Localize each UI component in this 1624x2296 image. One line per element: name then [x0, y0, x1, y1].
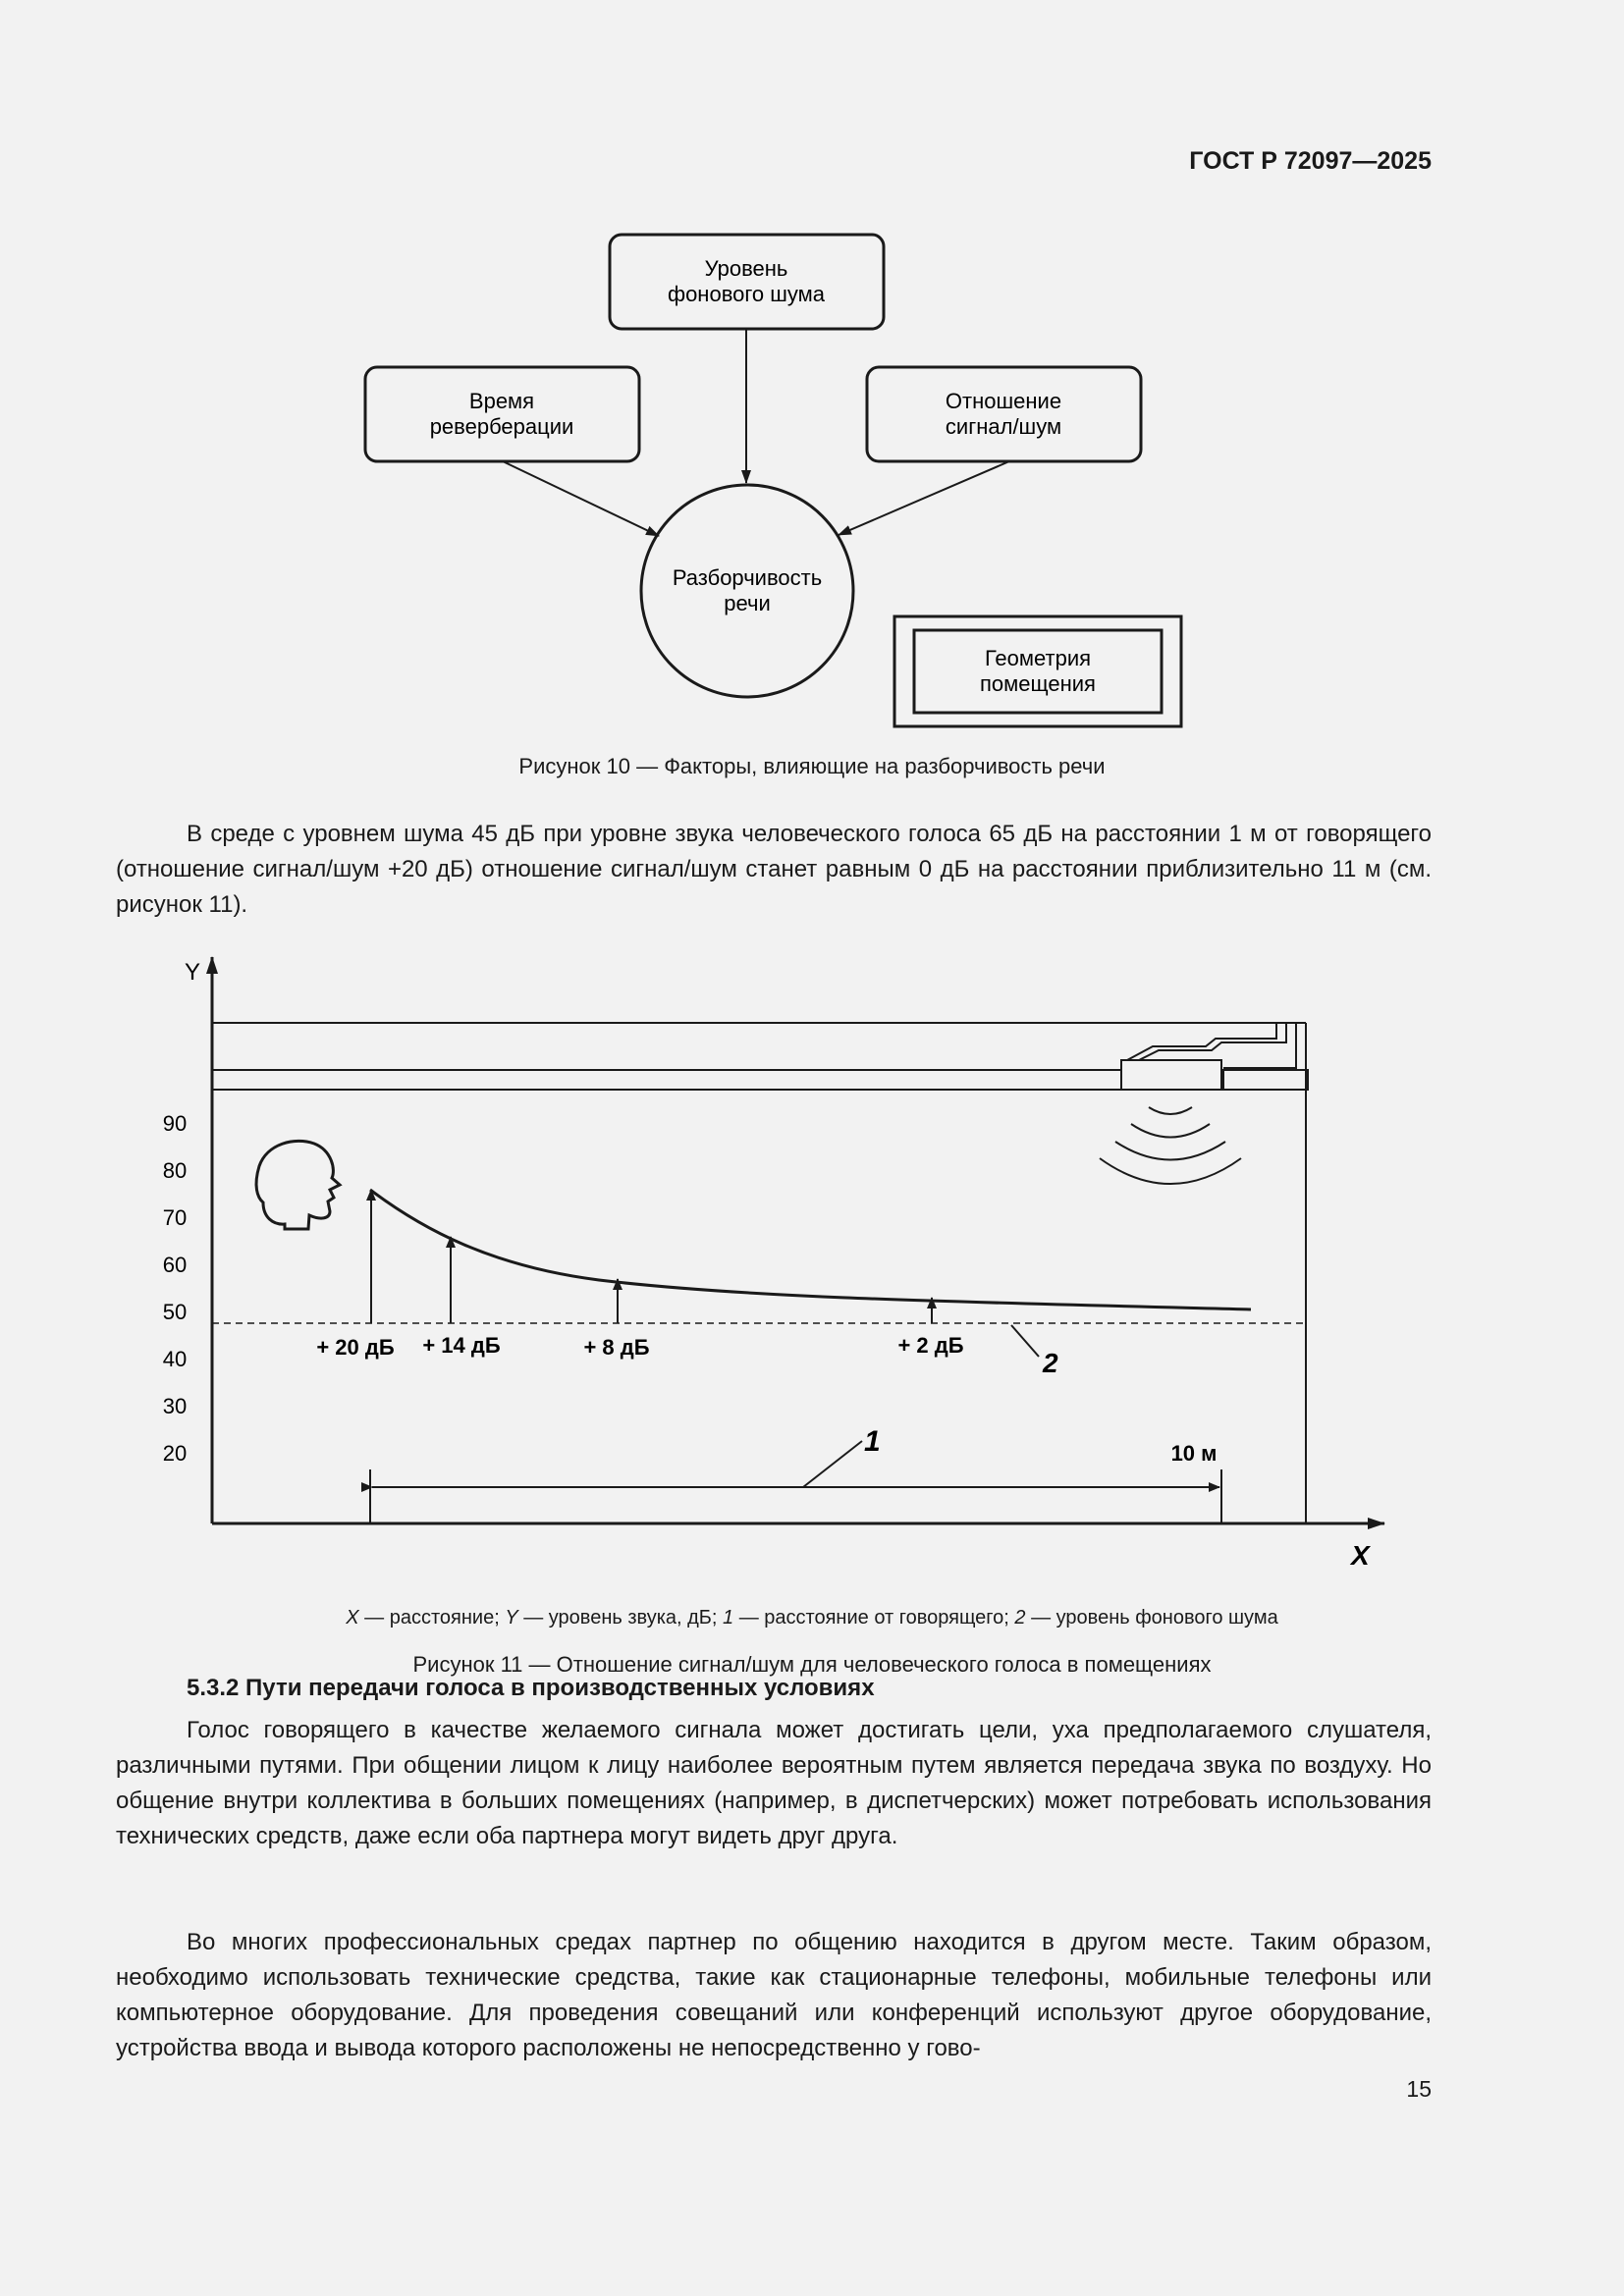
figure-11-legend	[0, 1607, 1624, 1629]
legend-y-symbol: Y	[505, 1607, 518, 1629]
y-axis-label: Y	[185, 959, 201, 986]
legend-1-text: — расстояние от говорящего;	[733, 1607, 1015, 1629]
legend-x-text: — расстояние;	[358, 1607, 506, 1629]
geometry-label-line2: помещения	[980, 671, 1096, 696]
y-tick-label: 80	[162, 1158, 188, 1183]
snr-label: + 14 дБ	[422, 1333, 501, 1358]
y-tick-label: 50	[162, 1300, 188, 1324]
y-tick-label: 40	[162, 1347, 188, 1371]
section-paragraph-2-text: Во многих профессиональных средах партнер по общению находится в другом месте. Таким образом, необходимо использовать технические средства, такие как стационарные телефоны, мобильные телефоны или компьютерное оборудование. Для проведения совещаний или конференций используют другое оборудование, устройства ввода и вывода которого расположены не непосредственно у гово-	[116, 1929, 1432, 2061]
speaker-head-icon	[256, 1141, 340, 1229]
snr-label-line1: Отношение	[945, 389, 1062, 413]
page-number: 15	[1406, 2076, 1432, 2102]
y-tick-label: 60	[162, 1253, 188, 1277]
reverb-to-intelligibility-arrow	[503, 461, 659, 536]
reverberation-label-line2: реверберации	[429, 414, 574, 439]
noise-level-label-line1: Уровень	[704, 256, 788, 281]
intelligibility-label-line1: Разборчивость	[672, 565, 823, 590]
section-paragraph-1	[116, 1713, 1432, 1854]
snr-label: + 8 дБ	[583, 1335, 650, 1360]
distance-label: 10 м	[1170, 1441, 1218, 1466]
legend-2-symbol: 2	[1014, 1607, 1026, 1629]
y-tick-labels	[163, 1111, 187, 1466]
snr-box	[867, 367, 1141, 461]
snr-label: + 2 дБ	[897, 1333, 964, 1358]
section-heading: 5.3.2 Пути передачи голоса в производственных условиях	[187, 1675, 875, 1701]
snr-labels	[316, 1333, 963, 1360]
section-paragraph-1-text: Голос говорящего в качестве желаемого сигнала может достигать цели, уха предполагаемого слушателя, различными путями. При общении лицом к лицу наиболее вероятным путем является передача звука по воздуху. Но общение внутри коллектива в больших помещениях (например, в диспетчерских) может потребовать использования технических средств, даже если оба партнера могут видеть друг друга.	[116, 1717, 1432, 1849]
reverberation-label-line1: Время	[468, 389, 535, 413]
section-paragraph-2	[116, 1925, 1432, 2066]
figure-10-diagram	[353, 228, 1198, 738]
room-ceiling	[212, 1023, 1308, 1523]
figure-11-plot	[0, 942, 1624, 1580]
intelligibility-label-line2: речи	[724, 591, 771, 615]
snr-label: + 20 дБ	[316, 1335, 395, 1360]
callout-1: 1	[864, 1425, 881, 1458]
legend-1-symbol: 1	[723, 1607, 734, 1629]
legend-y-text: — уровень звука, дБ;	[517, 1607, 724, 1629]
x-axis-label: X	[1351, 1540, 1370, 1571]
legend-x-symbol: X	[346, 1607, 359, 1629]
snr-to-intelligibility-arrow	[839, 461, 1009, 535]
document-code-header: ГОСТ Р 72097—2025	[1189, 147, 1432, 175]
geometry-label-line1: Геометрия	[984, 646, 1092, 670]
paragraph-snr-example	[116, 817, 1432, 923]
speech-intelligibility-circle	[641, 485, 853, 697]
figure-11-caption: Рисунок 11 — Отношение сигнал/шум для человеческого голоса в помещениях	[412, 1652, 1212, 1677]
sound-waves-icon	[1100, 1107, 1241, 1184]
snr-label-line2: сигнал/шум	[945, 414, 1062, 439]
loudspeaker	[1121, 1023, 1296, 1090]
callout-1-leader	[803, 1441, 862, 1487]
callout-2: 2	[1043, 1348, 1058, 1378]
callout-2-leader	[1011, 1325, 1039, 1357]
y-tick-label: 70	[162, 1205, 188, 1230]
noise-level-box	[610, 235, 884, 329]
voice-level-curve	[370, 1190, 1251, 1309]
noise-level-label-line2: фонового шума	[667, 282, 826, 306]
y-tick-label: 30	[162, 1394, 188, 1418]
reverberation-time-box	[365, 367, 639, 461]
y-tick-label: 20	[162, 1441, 188, 1466]
legend-2-text: — уровень фонового шума	[1025, 1607, 1278, 1629]
paragraph-snr-example-text: В среде с уровнем шума 45 дБ при уровне звука человеческого голоса 65 дБ на расстоянии 1 м от говорящего (отношение сигнал/шум +20 дБ) отношение сигнал/шум станет равным 0 дБ на расстоянии приблизительно 11 м (см. рисунок 11).	[116, 821, 1432, 918]
figure-10-caption: Рисунок 10 — Факторы, влияющие на разборчивость речи	[518, 754, 1106, 778]
room-geometry-box	[894, 616, 1181, 726]
y-tick-label: 90	[162, 1111, 188, 1136]
